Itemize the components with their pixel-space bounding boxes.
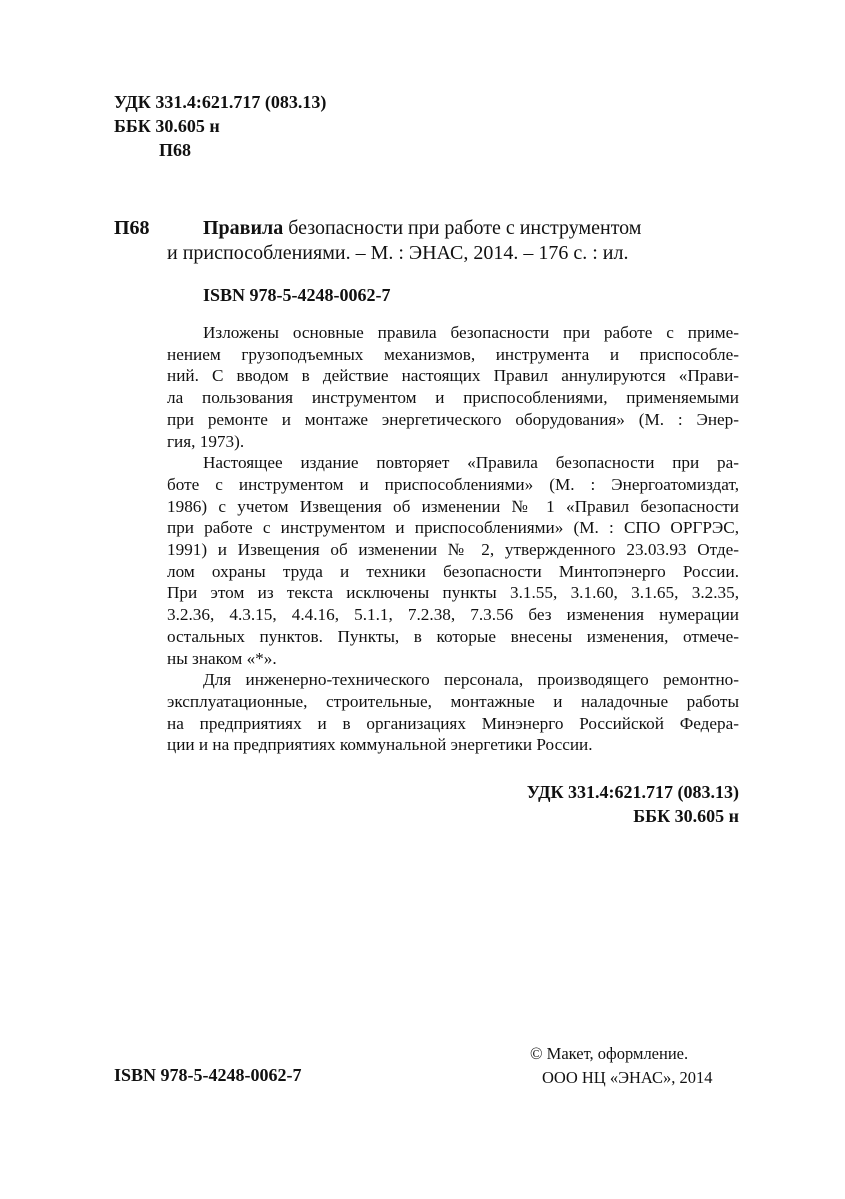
abstract-paragraph-2: [167, 452, 739, 669]
udk-code: УДК 331.4:621.717 (083.13): [114, 92, 327, 112]
text-line: лом охраны труда и техники безопасности Минтопэнерго России.: [167, 561, 739, 581]
bibliographic-entry: [167, 216, 739, 266]
text-line: Изложены основные правила безопасности при работе с приме-: [203, 323, 739, 342]
text-line: при работе с инструментом и приспособлениями» (М. : СПО ОРГРЭС,: [167, 518, 739, 538]
text-line: на предприятиях и в организациях Минэнерго Российской Федера-: [167, 713, 739, 733]
text-line: остальных пунктов. Пункты, в которые внесены изменения, отмече-: [167, 626, 739, 646]
text-line: при ремонте и монтаже энергетического оборудования» (М. : Энер-: [167, 409, 739, 429]
bbk-code-footer: ББК 30.605 н: [633, 806, 739, 826]
abstract-paragraph-3: [167, 669, 739, 756]
text-line: Для инженерно-технического персонала, производящего ремонтно-: [203, 670, 739, 690]
isbn-middle: ISBN 978-5-4248-0062-7: [203, 285, 391, 305]
text-line: Настоящее издание повторяет «Правила безопасности при ра-: [203, 453, 739, 473]
text-line: ний. С вводом в действие настоящих Правил аннулируются «Прави-: [167, 366, 739, 386]
text-line: эксплуатационные, строительные, монтажные и наладочные работы: [167, 691, 739, 711]
text-line: При этом из текста исключены пункты 3.1.55, 3.1.60, 3.1.65, 3.2.35,: [167, 583, 739, 603]
abstract-paragraph-1: [167, 322, 739, 452]
abstract: [167, 322, 739, 756]
entry-title-rest: безопасности при работе с инструментом: [283, 217, 642, 239]
text-line: 1991) и Извещения об изменении № 2, утвержденного 23.03.93 Отде-: [167, 540, 739, 560]
text-line: ции и на предприятиях коммунальной энергетики России.: [167, 735, 593, 755]
author-mark: П68: [159, 140, 192, 160]
text-line: гия, 1973).: [167, 431, 245, 451]
copyright-notice: [530, 1042, 713, 1090]
text-line: 3.2.36, 4.3.15, 4.4.16, 5.1.1, 7.2.38, 7.3.56 без изменения нумерации: [167, 605, 739, 625]
bbk-code: ББК 30.605 н: [114, 116, 220, 136]
isbn-bottom: ISBN 978-5-4248-0062-7: [114, 1065, 302, 1085]
entry-line-1: [167, 216, 739, 241]
entry-line-2: и приспособлениями. – М. : ЭНАС, 2014. – 176 с. : ил.: [167, 242, 629, 264]
classification-codes-footer: [527, 780, 739, 828]
copyright-line-2: ООО НЦ «ЭНАС», 2014: [542, 1068, 713, 1087]
text-line: 1986) с учетом Извещения об изменении № 1 «Правил безопасности: [167, 496, 739, 516]
classification-codes-header: [114, 90, 326, 162]
text-line: ла пользования инструментом и приспособлениями, применяемыми: [167, 388, 739, 408]
entry-title-bold: Правила: [203, 217, 284, 239]
text-line: ны знаком «*».: [167, 648, 277, 668]
copyright-line-1: © Макет, оформление.: [530, 1044, 689, 1063]
entry-author-mark: П68: [114, 217, 150, 239]
udk-code-footer: УДК 331.4:621.717 (083.13): [526, 782, 739, 802]
text-line: нением грузоподъемных механизмов, инструмента и приспособле-: [167, 344, 739, 364]
text-line: боте с инструментом и приспособлениями» (М. : Энергоатомиздат,: [167, 474, 739, 494]
